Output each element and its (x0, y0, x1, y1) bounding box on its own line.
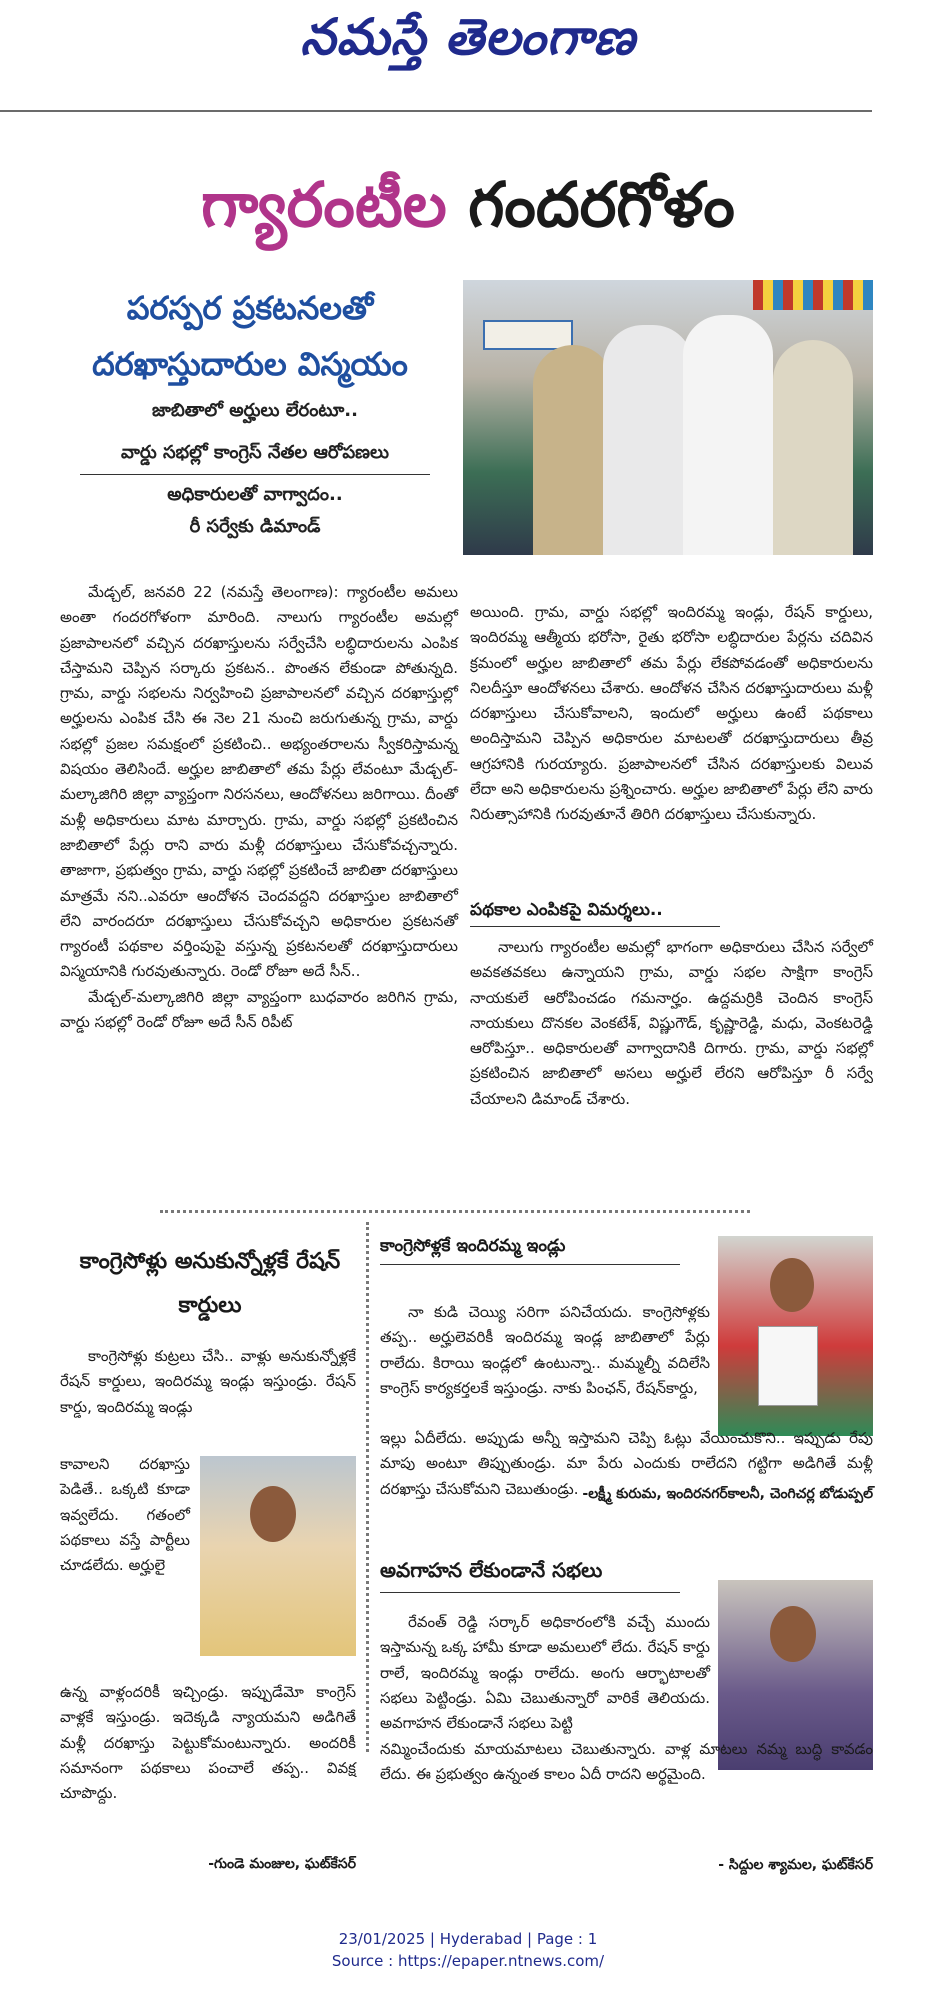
portrait-photo-manjula (200, 1456, 356, 1656)
section-divider (470, 926, 720, 927)
footer-source-line: Source : https://epaper.ntnews.com/ (331, 1952, 605, 1970)
article-paragraph: అయింది. గ్రామ, వార్డు సభల్లో ఇందిరమ్మ ఇండ్లు, రేషన్ కార్డులు, ఇందిరమ్మ ఆత్మీయ భరోసా, రైతు భరోసా లబ్ధిదారుల పేర్లను చదివిన క్రమంలో అర్హుల జాబితాలో తమ పేర్లు లేకపోవడంతో అధికారులను నిలదీస్తూ ఆందోళనలు చేశారు. ఆందోళన చేసిన దరఖాస్తుదారులు మళ్లీ దరఖాస్తులు చేసుకోవాలని, ఇందులో అర్హులు ఉంటే పథకాలు అందిస్తామని చెప్పిన అధికారుల మాటలతో దరఖాస్తుదారులు తీవ్ర ఆగ్రహానికి గురయ్యారు. ప్రజాపాలనలో చేసిన దరఖాస్తులకు విలువ లేదా అని అధికారులను ప్రశ్నించారు. అర్హుల జాబితాలో పేర్లు లేని వారు నిరుత్సాహానికి గురవుతూనే తిరిగి దరఖాస్తులు చేసుకున్నారు. (470, 603, 873, 824)
deck-line1: జాబితాలో అర్హులు లేరంటూ.. (152, 400, 358, 421)
box-left-text-narrow (60, 1452, 190, 1578)
masthead-title: నమస్తే తెలంగాణ (300, 8, 636, 66)
box-paragraph: నా కుడి చెయ్యి సరిగా పనిచేయదు. కాంగ్రెసోళ్లకు తప్ప.. అర్హులెవరికీ ఇందిరమ్మ ఇండ్ల జాబితాలో పేర్లు రాలేదు. కిరాయి ఇండ్లలో ఉంటున్నా.. మమ్మల్నీ వదిలేసి కాంగ్రెస్ కార్యకర్తలకే ఇస్తుండ్రు. నాకు పింఛన్, రేషన్‌కార్డు, (380, 1303, 710, 1397)
masthead-divider (0, 110, 872, 112)
document-paper (758, 1326, 818, 1406)
headline-part2: గందరగోళం (468, 168, 735, 241)
portrait-face (250, 1486, 296, 1542)
masthead (0, 0, 936, 112)
portrait-face (770, 1606, 816, 1662)
article-paragraph: మేడ్చల్-మల్కాజిగిరి జిల్లా వ్యాప్తంగా బుధవారం జరిగిన గ్రామ, వార్డు సభల్లో రెండో రోజూ అదే సీన్ రిపీట్ (60, 987, 458, 1032)
box-paragraph: నమ్మించేందుకు మాయమాటలు చెబుతున్నారు. వాళ్ల మాటలు నమ్మ బుద్ధి కావడం లేదు. ఈ ప్రభుత్వం ఉన్నంత కాలం ఏదీ రాదని అర్థమైంది. (380, 1740, 873, 1784)
box-heading-left: కాంగ్రెసోళ్లు అనుకున్నోళ్లకే రేషన్ కార్డులు (79, 1249, 341, 1318)
article-paragraph: మేడ్చల్, జనవరి 22 (నమస్తే తెలంగాణ): గ్యారంటీల అమలు అంతా గందరగోళంగా మారింది. నాలుగు గ్యారంటీల అమల్లో ప్రజాపాలనలో వచ్చిన దరఖాస్తులను సర్వేచేసి లబ్ధిదారులను ఎంపిక చేస్తామని చెప్పిన సర్కారు ప్రకటన.. పొంతన లేకుండా పోతున్నది. గ్రామ, వార్డు సభలను నిర్వహించి ప్రజాపాలనలో వచ్చిన దరఖాస్తుల్లో అర్హులను ఎంపిక చేసి ఈ నెల 21 నుంచి జరుగుతున్న గ్రామ, వార్డు సభల్లో ప్రజల సమక్షంలో ప్రకటించి.. అభ్యంతరాలను స్వీకరిస్తామన్న విషయం తెలిసిందే. అర్హుల జాబితాలో తమ పేర్లు లేవంటూ మేడ్చల్-మల్కాజిగిరి జిల్లా వ్యాప్తంగా నిరసనలు, ఆందోళనలు జరిగాయి. దీంతో మళ్లీ అధికారులు మాట మార్చారు. గ్రామ, వార్డు సభల్లో ప్రకటించిన జాబితాలో పేర్లు రాని వారు మళ్లీ దరఖాస్తులు చేసుకోవచ్చన్నారు. తాజాగా, ప్రభుత్వం గ్రామ, వార్డు సభల్లో ప్రకటించే జాబితా దరఖాస్తులు మాత్రమే నని..ఎవరూ ఆందోళన చెందవద్దని దరఖాస్తుల జాబితాలో లేని వారందరూ దరఖాస్తులు చేసుకోవచ్చని అధికారుల ప్రకటనతో గ్యారంటీ పథకాల వర్తింపుపై వస్తున్న ప్రకటనలతో దరఖాస్తుదారులు విస్మయానికి గురవుతున్నారు. రెండో రోజూ అదే సీన్.. (60, 583, 458, 981)
quote-credit: -గుండె మంజుల, ఘట్‌కేసర్ (208, 1856, 356, 1872)
dotted-column-divider (366, 1222, 369, 1752)
box-heading-divider (380, 1264, 680, 1265)
subhead-line2: దరఖాస్తుదారుల విస్మయం (92, 345, 408, 383)
deck-divider (80, 474, 430, 475)
article-paragraph: నాలుగు గ్యారంటీల అమల్లో భాగంగా అధికారులు చేసిన సర్వేలో అవకతవకలు ఉన్నాయని గ్రామ, వార్డు సభల సాక్షిగా కాంగ్రెస్ నాయకులే ఆరోపించడం గమనార్హం. ఉద్దమర్రికి చెందిన కాంగ్రెస్ నాయకులు దొనకల వెంకటేశ్, విష్ణుగౌడ్, కృష్ణారెడ్డి, మధు, వెంకటరెడ్డి ఆరోపిస్తూ.. అధికారులతో వాగ్వాదానికి దిగారు. గ్రామ, వార్డు సభల్లో ప్రకటించిన జాబితాలో అసలు అర్హులే లేరని ఆరోపిస్తూ రీ సర్వే చేయాలని డిమాండ్ చేశారు. (470, 938, 873, 1108)
quote-credit: -లక్ష్మీ కురుమ, ఇందిరనగర్‌కాలనీ, చెంగిచర్ల బోడుప్పల్ (582, 1486, 873, 1502)
headline-part1: గ్యారంటీల (201, 168, 447, 241)
section-subheading: పథకాల ఎంపికపై విమర్శలు.. (470, 900, 663, 920)
photo-person (533, 345, 613, 555)
subhead (60, 280, 440, 392)
box-mid2-text (380, 1610, 710, 1736)
box-mid2-text-wide (380, 1737, 873, 1788)
tent-canopy (753, 280, 873, 310)
box-paragraph: కావాలని దరఖాస్తు పెడితే.. ఒక్కటి కూడా ఇవ్వలేదు. గతంలో పథకాలు వస్తే పార్టీలు చూడలేదు. అర్హులై (60, 1455, 190, 1575)
dotted-divider (160, 1210, 750, 1213)
box-paragraph: ఉన్న వాళ్లందరికీ ఇచ్చిండ్రు. ఇప్పుడేమో కాంగ్రెస్ వాళ్లకే ఇస్తుండ్రు. ఇదెక్కడి న్యాయమని అడిగితే మళ్లీ దరఖాస్తు పెట్టుకోమంటున్నారు. అందరికీ సమానంగా పథకాలు పంచాలే తప్ప.. వివక్ష చూపొద్దు. (60, 1683, 356, 1803)
box-paragraph: కాంగ్రెసోళ్లు కుట్రలు చేసి.. వాళ్లు అనుకున్నోళ్లకే రేషన్ కార్డులు, ఇందిరమ్మ ఇండ్లు ఇస్తుండ్రు. రేషన్ కార్డు, ఇందిరమ్మ ఇండ్లు (60, 1347, 356, 1416)
box-heading-divider (380, 1592, 680, 1593)
quote-credit: - సిద్దుల శ్యామల, ఘట్‌కేసర్ (718, 1857, 873, 1873)
portrait-face (770, 1258, 814, 1312)
box-paragraph: ఇల్లు ఏదీలేదు. అప్పుడు అన్నీ ఇస్తామని చెప్పి ఓట్లు వేయించుకొని.. ఇప్పుడు రేపు మాపు అంటూ తిప్పుతుండ్రు. మా పేరు ఎందుకు రాలేదని గట్టిగా అడిగితే మళ్లీ దరఖాస్తు చేసుకోమని చెబుతుండ్రు. (380, 1429, 873, 1498)
article-left-column (60, 580, 458, 1035)
photo-banner (483, 320, 573, 350)
box-heading-mid2: అవగాహన లేకుండానే సభలు (380, 1558, 603, 1582)
deck-line3: అధికారులతో వాగ్వాదం.. (167, 484, 343, 505)
photo-person (683, 315, 773, 555)
footer-date-line: 23/01/2025 | Hyderabad | Page : 1 (338, 1930, 598, 1948)
deck-line4: రీ సర్వేకు డిమాండ్ (189, 516, 321, 537)
article-right-column-2 (470, 935, 873, 1112)
subhead-line1: పరస్పర ప్రకటనలతో (126, 289, 374, 327)
box-heading-mid1: కాంగ్రెసోళ్లకే ఇందిరమ్మ ఇండ్లు (380, 1236, 566, 1256)
praja-palana-meeting-photo (463, 280, 873, 555)
box-paragraph: రేవంత్ రెడ్డి సర్కార్ అధికారంలోకి వచ్చే ముందు ఇస్తామన్న ఒక్క హామీ కూడా అమలులో లేదు. రేషన్ కార్డు రాలే, ఇందిరమ్మ ఇండ్లు రాలేదు. అంగు ఆర్భాటాలతో సభలు పెట్టిండ్రు. ఏమి చెబుతున్నారో వారికే తెలియదు. అవగాహన లేకుండానే సభలు పెట్టి (380, 1613, 710, 1733)
photo-person (603, 325, 693, 555)
headline (40, 150, 896, 260)
photo-person (773, 340, 853, 555)
box-left-text-bottom (60, 1680, 356, 1806)
article-right-column (470, 600, 873, 828)
box-mid1-text (380, 1300, 710, 1401)
portrait-photo-lakshmi (718, 1236, 873, 1436)
deck-line2: వార్డు సభల్లో కాంగ్రెస్ నేతల ఆరోపణలు (120, 442, 390, 463)
box-left-text (60, 1344, 356, 1420)
